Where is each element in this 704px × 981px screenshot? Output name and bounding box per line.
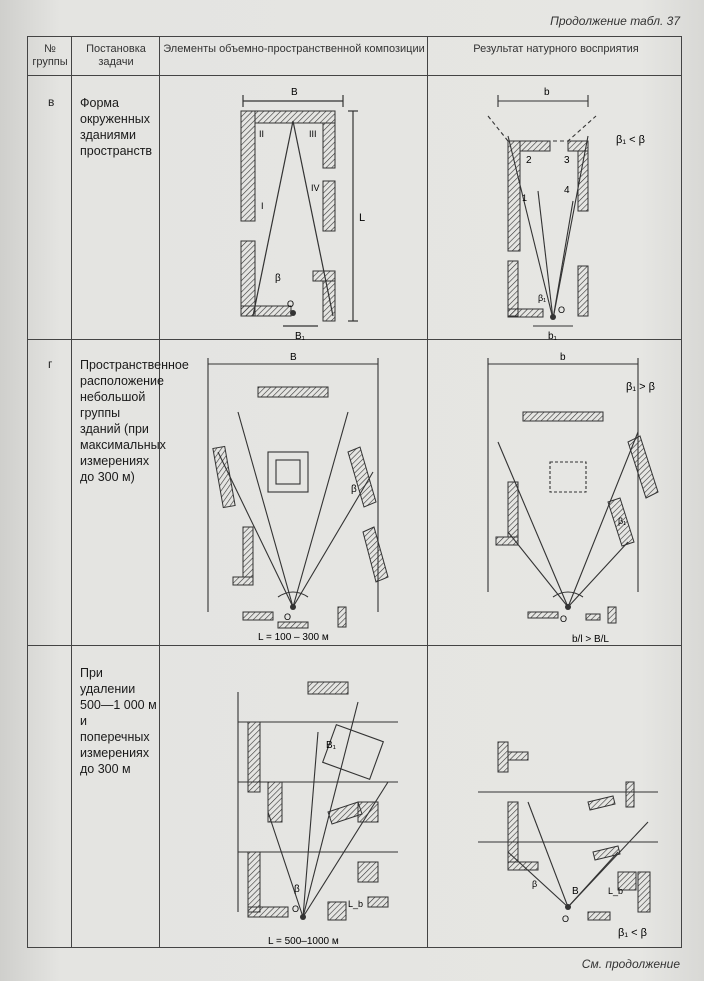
- drawing-distant-group-perception: [468, 722, 673, 942]
- label-top: b: [560, 352, 566, 363]
- header-elements: Элементы объемно-пространственной композиции: [163, 43, 425, 55]
- label-b: B: [572, 886, 579, 897]
- label-top: b: [544, 87, 550, 98]
- label-bottom: b₁: [548, 331, 557, 342]
- row-task-text: При удалении 500—1 000 м и поперечных измерениях до 300 м: [80, 666, 157, 776]
- drawing-building-group-plan: [198, 352, 413, 642]
- label-bottom: B₁: [295, 331, 306, 342]
- label-relation: β₁ < β: [618, 927, 647, 939]
- label-relation: β₁ < β: [616, 134, 645, 146]
- label-origin: O: [560, 614, 568, 624]
- label-top: B: [290, 352, 297, 363]
- label-beta1: β₁: [618, 516, 627, 526]
- label-r1: I: [261, 201, 264, 211]
- label-beta1: β₁: [538, 293, 547, 303]
- header-group-no: № группы: [32, 43, 68, 68]
- label-origin: O: [287, 299, 295, 309]
- header-result: Результат натурного восприятия: [473, 43, 639, 55]
- drawing-distant-group-plan: [208, 662, 418, 947]
- col-divider: [159, 37, 160, 947]
- label-beta1: β: [532, 879, 538, 889]
- row-group-letter: г: [48, 357, 53, 371]
- label-caption: L = 500–1000 м: [268, 936, 339, 947]
- label-origin: O: [284, 612, 292, 622]
- label-r2: II: [259, 129, 265, 139]
- label-relation: β₁ > β: [626, 381, 655, 393]
- drawing-building-group-perception: [468, 352, 673, 645]
- row-divider: [28, 645, 681, 646]
- label-lb: L_b: [348, 899, 364, 909]
- row-divider: [28, 339, 681, 340]
- label-n3: 3: [564, 155, 570, 166]
- continuation-bottom-label: См. продолжение: [581, 957, 680, 971]
- label-origin: O: [558, 305, 566, 315]
- data-table: [27, 36, 682, 948]
- label-r3: III: [309, 129, 317, 139]
- label-caption: b/l > B/L: [572, 634, 609, 645]
- label-r4: IV: [311, 183, 320, 193]
- label-caption: L = 100 – 300 м: [258, 632, 329, 643]
- row-group-letter: в: [48, 95, 55, 109]
- label-lb: L_b: [608, 886, 624, 896]
- row-divider: [28, 75, 681, 76]
- label-beta: β: [351, 484, 357, 495]
- label-origin: O: [562, 914, 570, 924]
- label-n4: 4: [564, 185, 570, 196]
- row-task-text: Пространственное расположение небольшой группы зданий (при максимальных измерениях до 300 м): [80, 358, 189, 484]
- label-n2: 2: [526, 155, 532, 166]
- label-origin: O: [292, 904, 300, 914]
- continuation-top-label: Продолжение табл. 37: [550, 14, 680, 28]
- drawing-enclosed-space-plan: [203, 81, 403, 342]
- col-divider: [427, 37, 428, 947]
- label-beta: β: [275, 273, 281, 284]
- drawing-enclosed-space-perception: [478, 81, 668, 342]
- label-n1: 1: [522, 193, 528, 203]
- header-task: Постановка задачи: [86, 43, 146, 68]
- label-beta: β: [294, 884, 300, 895]
- label-length: L: [359, 212, 366, 224]
- row-task-text: Форма окруженных зданиями пространств: [80, 96, 153, 158]
- label-top: B₁: [326, 740, 337, 751]
- label-top: B: [291, 87, 298, 98]
- col-divider: [71, 37, 72, 947]
